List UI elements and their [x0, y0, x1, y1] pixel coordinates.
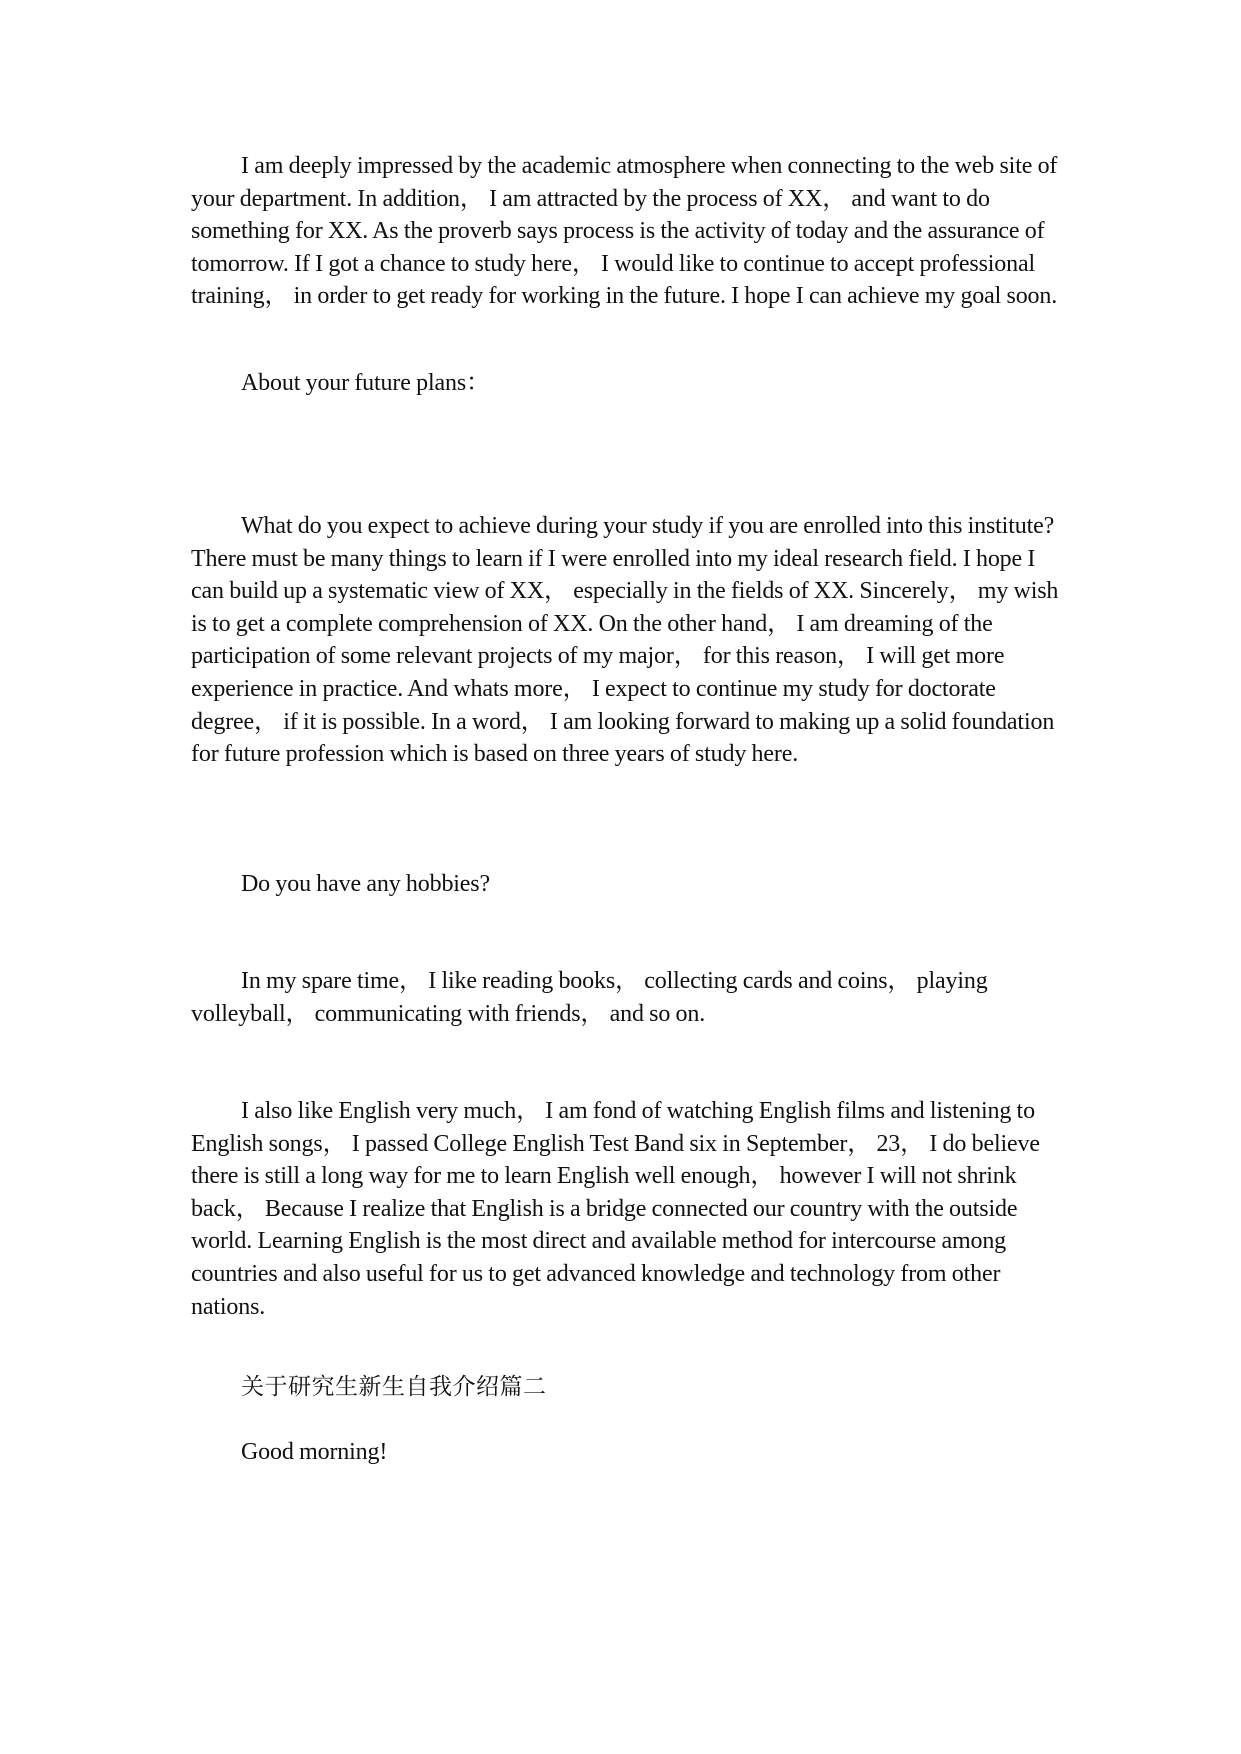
question-hobbies: Do you have any hobbies? [241, 871, 491, 897]
paragraph-english: I also like English very much， I am fond of watching English films and listening to English songs， I passed College English Test Band six in September， 23， I do believe there is still a long way for me to learn English well enough， however I will not shrink back， Because I realize that English is a bridge connected our country with the outside world. Learning English is the most direct and available method for intercourse among countries and also useful for us to get advanced knowledge and technology from other nations. [191, 1098, 1040, 1320]
paragraph-study-goals: What do you expect to achieve during your study if you are enrolled into this institute?There must be many things to learn if I were enrolled into my ideal research field. I hope I can build up a systematic view of XX， especially in the fields of XX. Sincerely， my wish is to get a complete comprehension of XX. On the other hand， I am dreaming of the participation of some relevant projects of my major， for this reason， I will get more experience in practice. And whats more， I expect to continue my study for doctorate degree， if it is possible. In a word， I am looking forward to making up a solid foundation for future profession which is based on three years of study here. [191, 513, 1059, 768]
question-future-plans: About your future plans： [241, 370, 490, 396]
greeting: Good morning! [241, 1439, 388, 1465]
paragraph-department-interest: I am deeply impressed by the academic atmosphere when connecting to the web site of your department. In addition， I am attracted by the process of XX， and want to do something for XX. As the proverb says process is the activity of today and the assurance of tomorrow. If I got a chance to study here， I would like to continue to accept professional training， in order to get ready for working in the future. I hope I can achieve my goal soon. [191, 153, 1058, 310]
paragraph-spare-time: In my spare time， I like reading books， collecting cards and coins， playing volleyball， communicating with friends， and so on. [191, 968, 988, 1027]
section-heading-cn: 关于研究生新生自我介绍篇二 [241, 1374, 547, 1400]
